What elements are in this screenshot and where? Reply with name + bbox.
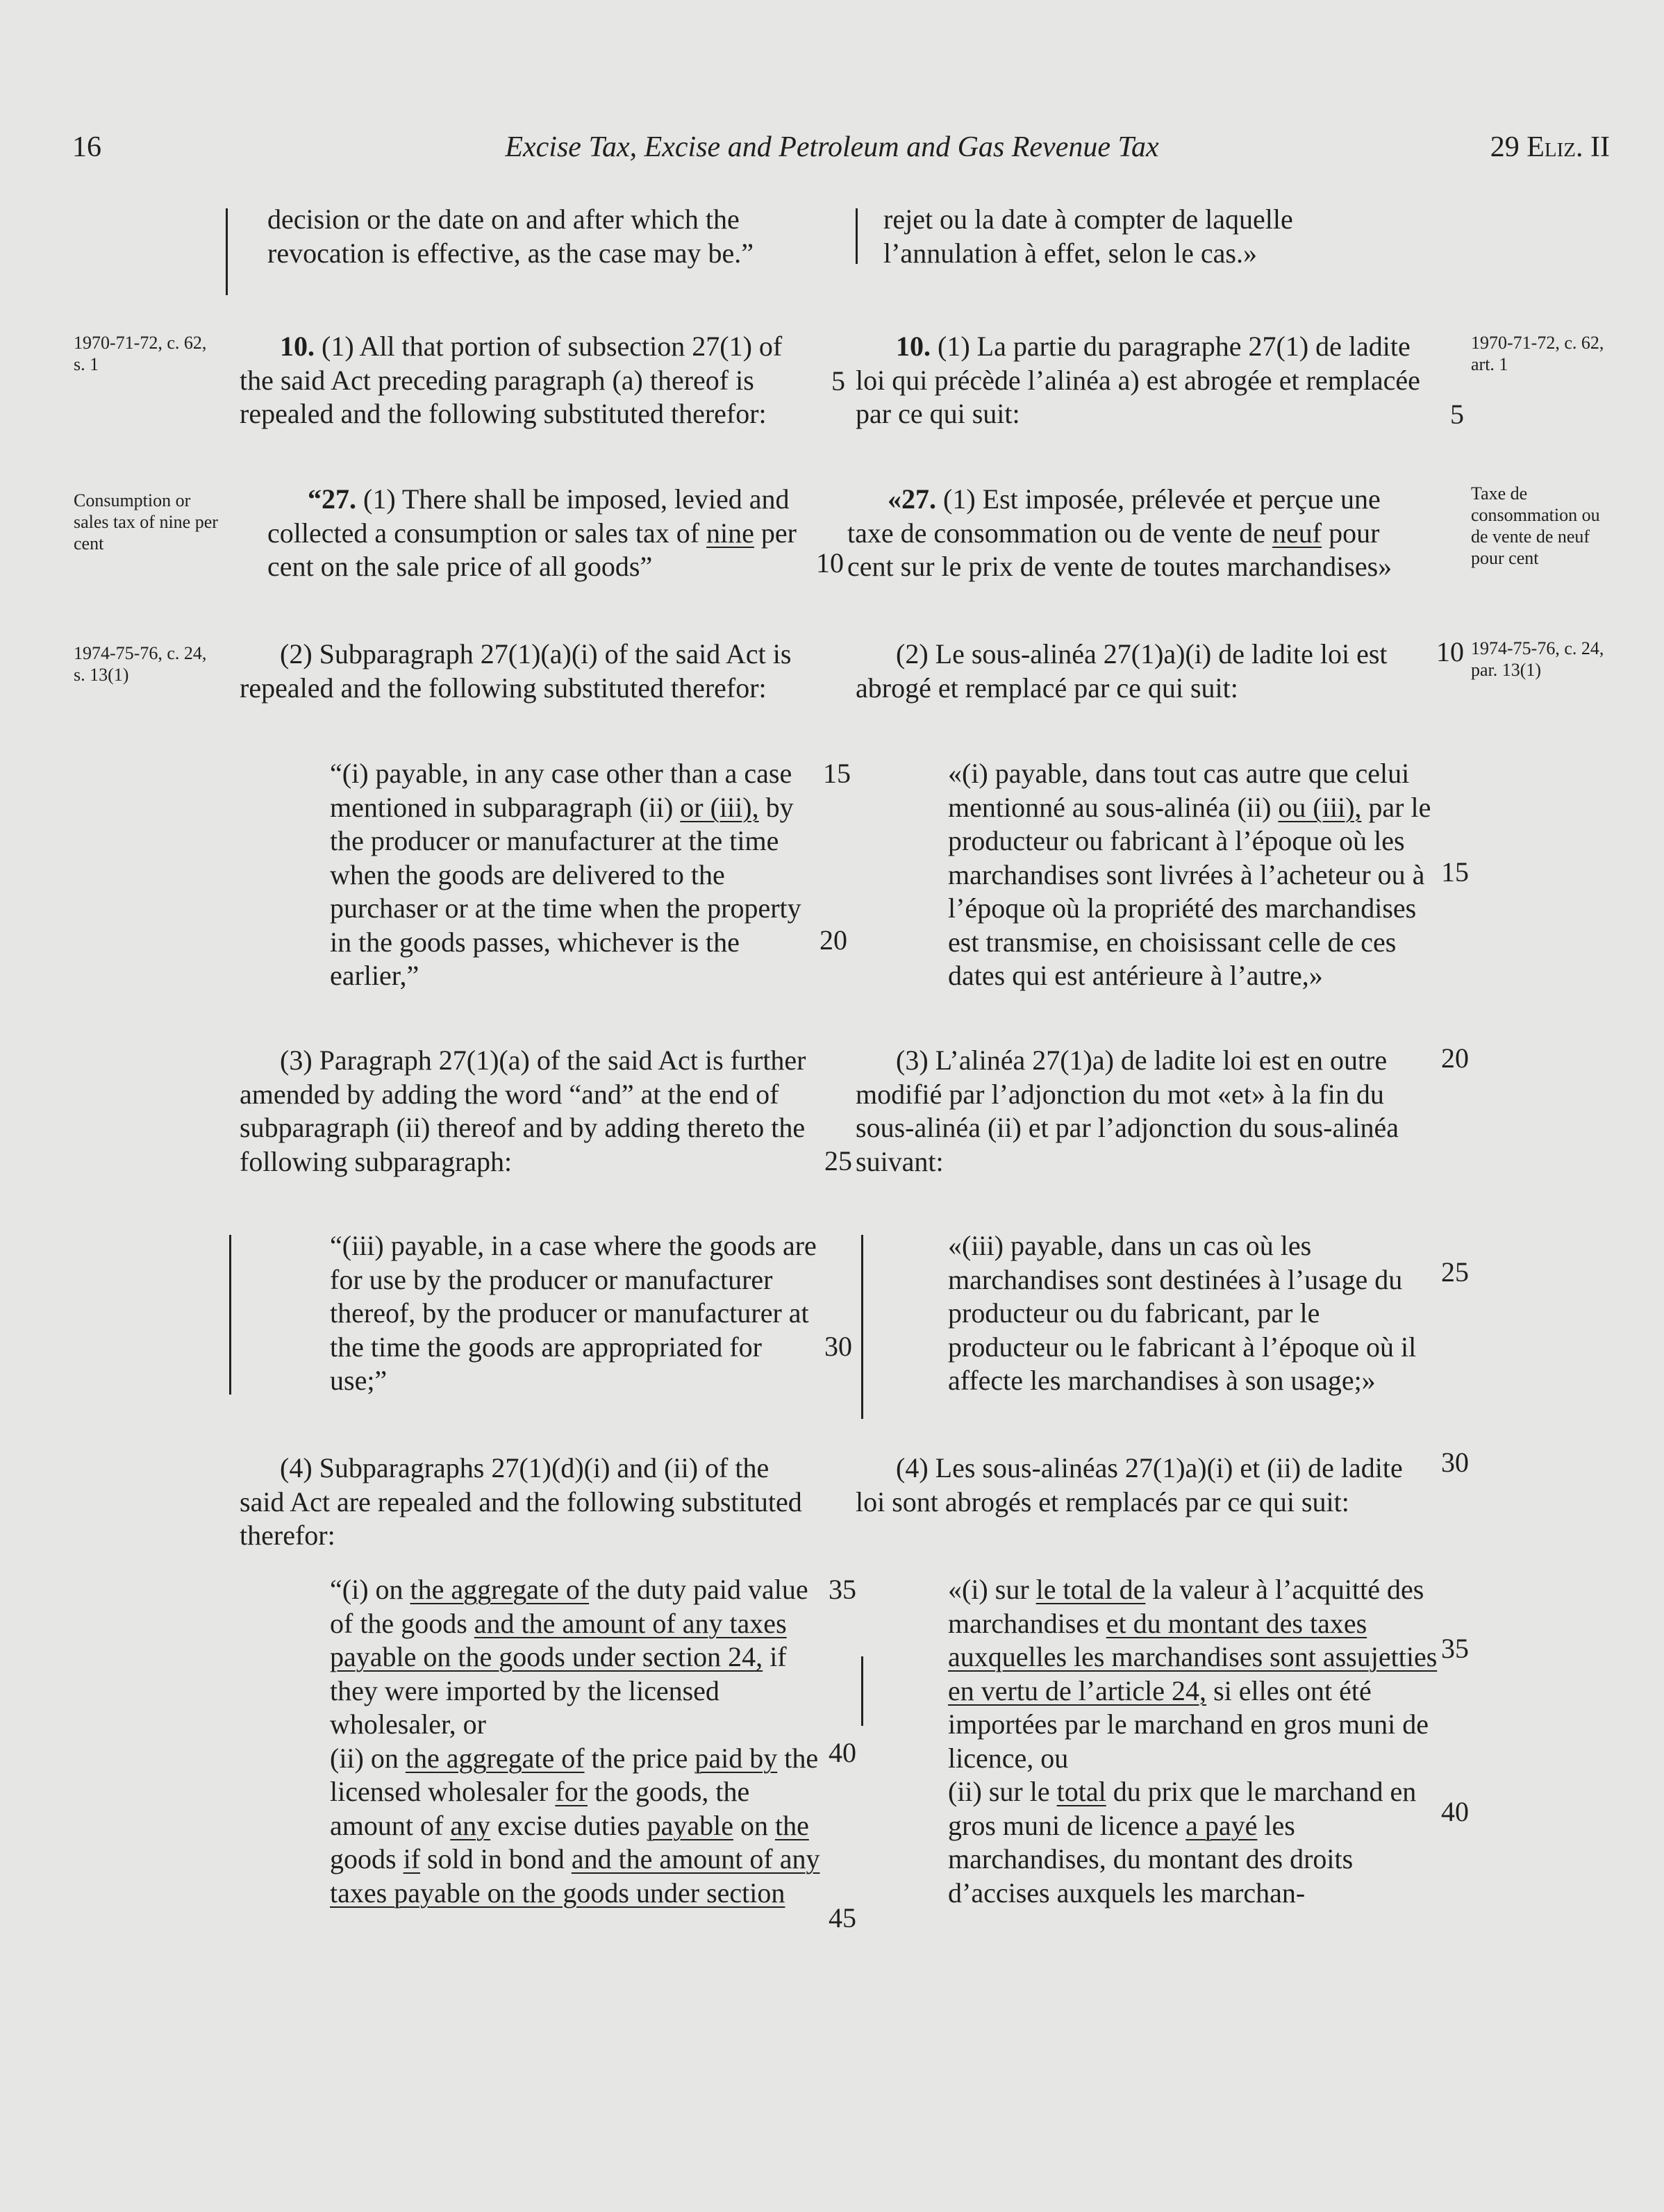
en-subparagraph-iii: “(iii) payable, in a case where the goods are for use by the producer or manufacturer thereof, by the producer or manufacturer at the time the goods are appropriated for use;” [330, 1230, 817, 1396]
en-subparagraph-4-i-ii: “(i) on the aggregate of the duty paid value of the goods and the amount of any taxes payable on the goods under section 24, if they were imported by the licensed wholesaler, or (ii) on the aggregate of the price paid by the licensed wholesaler for the goods, the amount of any excise duties payable on the goods if sold in bond and the amount of any taxes payable on the goods under section [330, 1574, 820, 1909]
line-number: 45 [829, 1902, 856, 1934]
margin-note-citation: 1974-75-76, c. 24, s. 13(1) [74, 643, 207, 685]
line-number: 15 [823, 758, 851, 789]
margin-note-citation: 1970-71-72, c. 62, art. 1 [1471, 333, 1604, 374]
change-bar [861, 1235, 863, 1419]
change-bar [226, 208, 228, 295]
line-number: 25 [824, 1145, 852, 1176]
line-number: 20 [1441, 1042, 1469, 1074]
line-number: 35 [1441, 1633, 1469, 1664]
line-number: 5 [831, 365, 845, 397]
fr-section-10: 10. (1) La partie du paragraphe 27(1) de ladite loi qui précède l’alinéa a) est abrogée et remplacée par ce qui suit: [856, 331, 1420, 429]
line-number: 35 [829, 1574, 856, 1605]
fr-subparagraph-4-i-ii: «(i) sur le total de la valeur à l’acquitté des marchandises et du montant des taxes auxquelles les marchandises sont assujetties en vertu de l’article 24, si elles ont été importées par le marchand en gros muni de licence, ou (ii) sur le total du prix que le marchand en gros muni de licence a payé les marchandises, du montant des droits d’accises auxquels les marchan- [948, 1574, 1438, 1909]
fr-subsection-4: (4) Les sous-alinéas 27(1)a)(i) et (ii) de ladite loi sont abrogés et remplacés par ce qui suit: [856, 1452, 1403, 1517]
line-number: 10 [1436, 636, 1464, 667]
margin-note-citation: 1970-71-72, c. 62, s. 1 [74, 333, 207, 374]
change-bar [856, 208, 858, 264]
margin-note-heading: Consumption or sales tax of nine per cent [74, 490, 218, 554]
margin-note-citation: 1974-75-76, c. 24, par. 13(1) [1471, 638, 1604, 680]
line-number: 30 [824, 1331, 852, 1362]
fr-subparagraph-i: «(i) payable, dans tout cas autre que celui mentionné au sous-alinéa (ii) ou (iii), par le producteur ou fabricant à l’époque où les marchandises sont livrées à l’acheteur ou à l’époque où la propriété des marchandises est transmise, en choisissant celle de ces dates qui est antérieure à l’autre,» [948, 758, 1431, 991]
fr-subsection-3: (3) L’alinéa 27(1)a) de ladite loi est en outre modifié par l’adjonction du mot «et» à la fin du sous-alinéa (ii) et par l’adjonction du sous-alinéa suivant: [856, 1045, 1399, 1177]
line-number: 40 [1441, 1796, 1469, 1827]
fr-section-27-1: «27. (1) Est imposée, prélevée et perçue une taxe de consommation ou de vente de neuf pour cent sur le prix de vente de toutes marchandises» [847, 483, 1392, 582]
fr-continued-paragraph: rejet ou la date à compter de laquelle l’annulation à effet, selon le cas.» [883, 203, 1293, 269]
en-continued-paragraph: decision or the date on and after which the revocation is effective, as the case may be.” [267, 203, 754, 269]
en-subsection-4: (4) Subparagraphs 27(1)(d)(i) and (ii) of the said Act are repealed and the following substituted therefor: [240, 1452, 802, 1551]
fr-subsection-2: (2) Le sous-alinéa 27(1)a)(i) de ladite loi est abrogé et remplacé par ce qui suit: [856, 638, 1388, 704]
change-bar [229, 1235, 231, 1395]
en-subsection-3: (3) Paragraph 27(1)(a) of the said Act is further amended by adding the word “and” at the end of subparagraph (ii) thereof and by adding thereto the following subparagraph: [240, 1045, 806, 1177]
running-title: Excise Tax, Excise and Petroleum and Gas Revenue Tax [505, 131, 1159, 163]
fr-subparagraph-iii: «(iii) payable, dans un cas où les marchandises sont destinées à l’usage du producteur ou du fabricant, par le producteur ou le fabricant à l’époque où il affecte les marchandises à son usage;» [948, 1230, 1417, 1396]
page-number: 16 [72, 131, 101, 163]
en-section-10: 10. (1) All that portion of subsection 27(1) of the said Act preceding paragraph (a) thereof is repealed and the following substituted therefor: [240, 331, 783, 429]
line-number: 10 [816, 547, 844, 579]
margin-note-heading: Taxe de consommation ou de vente de neuf pour cent [1471, 483, 1600, 568]
line-number: 25 [1441, 1256, 1469, 1288]
change-bar [861, 1656, 863, 1726]
line-number: 40 [829, 1737, 856, 1768]
line-number: 30 [1441, 1447, 1469, 1478]
regnal-year: 29 Eliz. II [1490, 131, 1610, 163]
line-number: 5 [1450, 399, 1464, 430]
en-subparagraph-i: “(i) payable, in any case other than a case mentioned in subparagraph (ii) or (iii), by the producer or manufacturer at the time when the goods are delivered to the purchaser or at the time when the property in the goods passes, whichever is the earlier,” [330, 758, 801, 991]
en-section-27-1: “27. (1) There shall be imposed, levied and collected a consumption or sales tax of nine per cent on the sale price of all goods” [267, 483, 797, 582]
line-number: 15 [1441, 856, 1469, 888]
en-subsection-2: (2) Subparagraph 27(1)(a)(i) of the said Act is repealed and the following substituted therefor: [240, 638, 792, 704]
line-number: 20 [819, 924, 847, 956]
